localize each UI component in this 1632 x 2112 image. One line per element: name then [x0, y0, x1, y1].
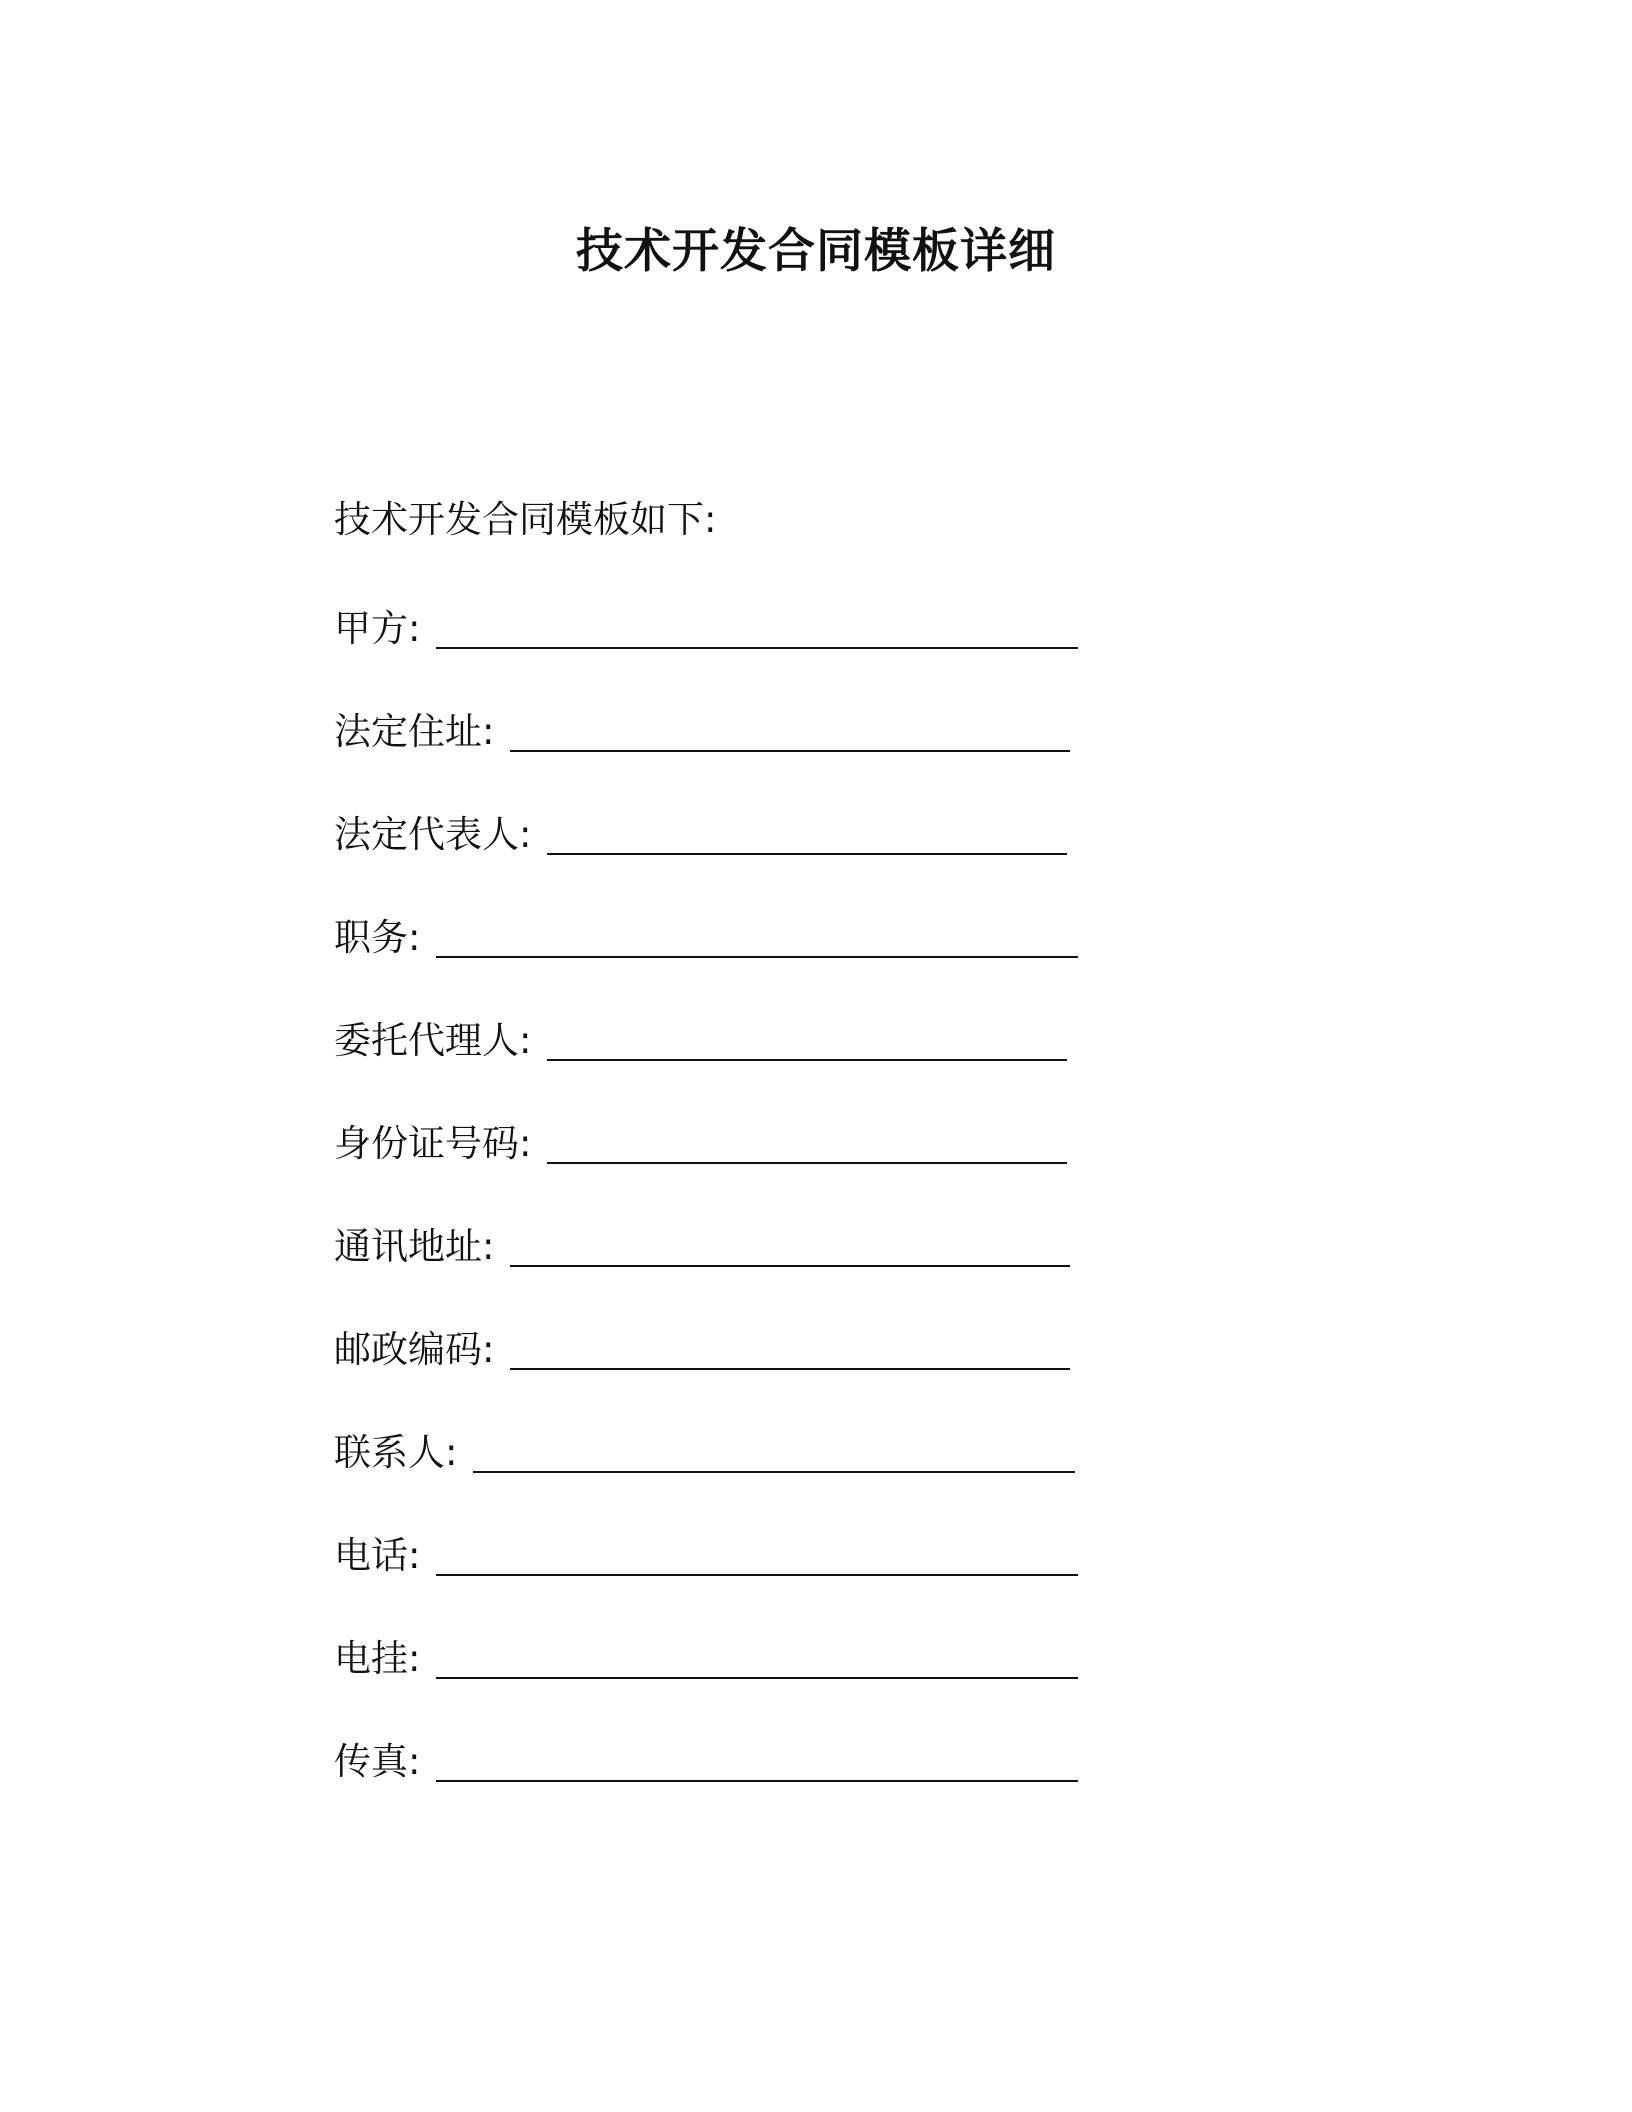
fill-in-blank[interactable]: [547, 1132, 1067, 1164]
field-colon: :: [482, 710, 495, 753]
field-colon: :: [408, 1740, 421, 1783]
fill-in-blank[interactable]: [436, 617, 1078, 649]
field-fax: [334, 1737, 1078, 1787]
fill-in-blank[interactable]: [436, 1544, 1078, 1576]
field-label: 身份证号码: [334, 1122, 519, 1165]
field-label: 联系人: [334, 1431, 445, 1474]
field-telephone: [334, 1531, 1078, 1581]
field-postal-code: [334, 1325, 1070, 1375]
field-label: 委托代理人: [334, 1019, 519, 1062]
field-colon: :: [408, 1637, 421, 1680]
field-colon: :: [482, 1225, 495, 1268]
fill-in-blank[interactable]: [510, 1338, 1070, 1370]
field-position: [334, 913, 1078, 963]
field-label: 法定住址: [334, 710, 482, 753]
field-colon: :: [408, 607, 421, 650]
fill-in-blank[interactable]: [510, 720, 1070, 752]
field-colon: :: [408, 916, 421, 959]
fill-in-blank[interactable]: [473, 1441, 1075, 1473]
field-authorized-agent: [334, 1016, 1067, 1066]
intro-text: 技术开发合同模板如下:: [334, 498, 717, 541]
field-label: 邮政编码: [334, 1328, 482, 1371]
field-label: 电话: [334, 1534, 408, 1577]
fill-in-blank[interactable]: [547, 1029, 1067, 1061]
field-label: 电挂: [334, 1637, 408, 1680]
field-label: 甲方: [334, 607, 408, 650]
document-title: 技术开发合同模板详细: [576, 224, 1056, 279]
fill-in-blank[interactable]: [510, 1235, 1070, 1267]
fill-in-blank[interactable]: [436, 1750, 1078, 1782]
field-label: 传真: [334, 1740, 408, 1783]
field-party-a: [334, 604, 1078, 654]
fill-in-blank[interactable]: [436, 926, 1078, 958]
field-label: 职务: [334, 916, 408, 959]
field-colon: :: [519, 813, 532, 856]
field-colon: :: [482, 1328, 495, 1371]
field-legal-address: [334, 707, 1070, 757]
field-colon: :: [519, 1019, 532, 1062]
field-label: 法定代表人: [334, 813, 519, 856]
field-colon: :: [445, 1431, 458, 1474]
field-contact-person: [334, 1428, 1075, 1478]
fill-in-blank[interactable]: [436, 1647, 1078, 1679]
field-mailing-address: [334, 1222, 1070, 1272]
field-cable-address: [334, 1634, 1078, 1684]
fill-in-blank[interactable]: [547, 823, 1067, 855]
field-legal-representative: [334, 810, 1067, 860]
field-label: 通讯地址: [334, 1225, 482, 1268]
field-colon: :: [519, 1122, 532, 1165]
field-id-number: [334, 1119, 1067, 1169]
field-colon: :: [408, 1534, 421, 1577]
